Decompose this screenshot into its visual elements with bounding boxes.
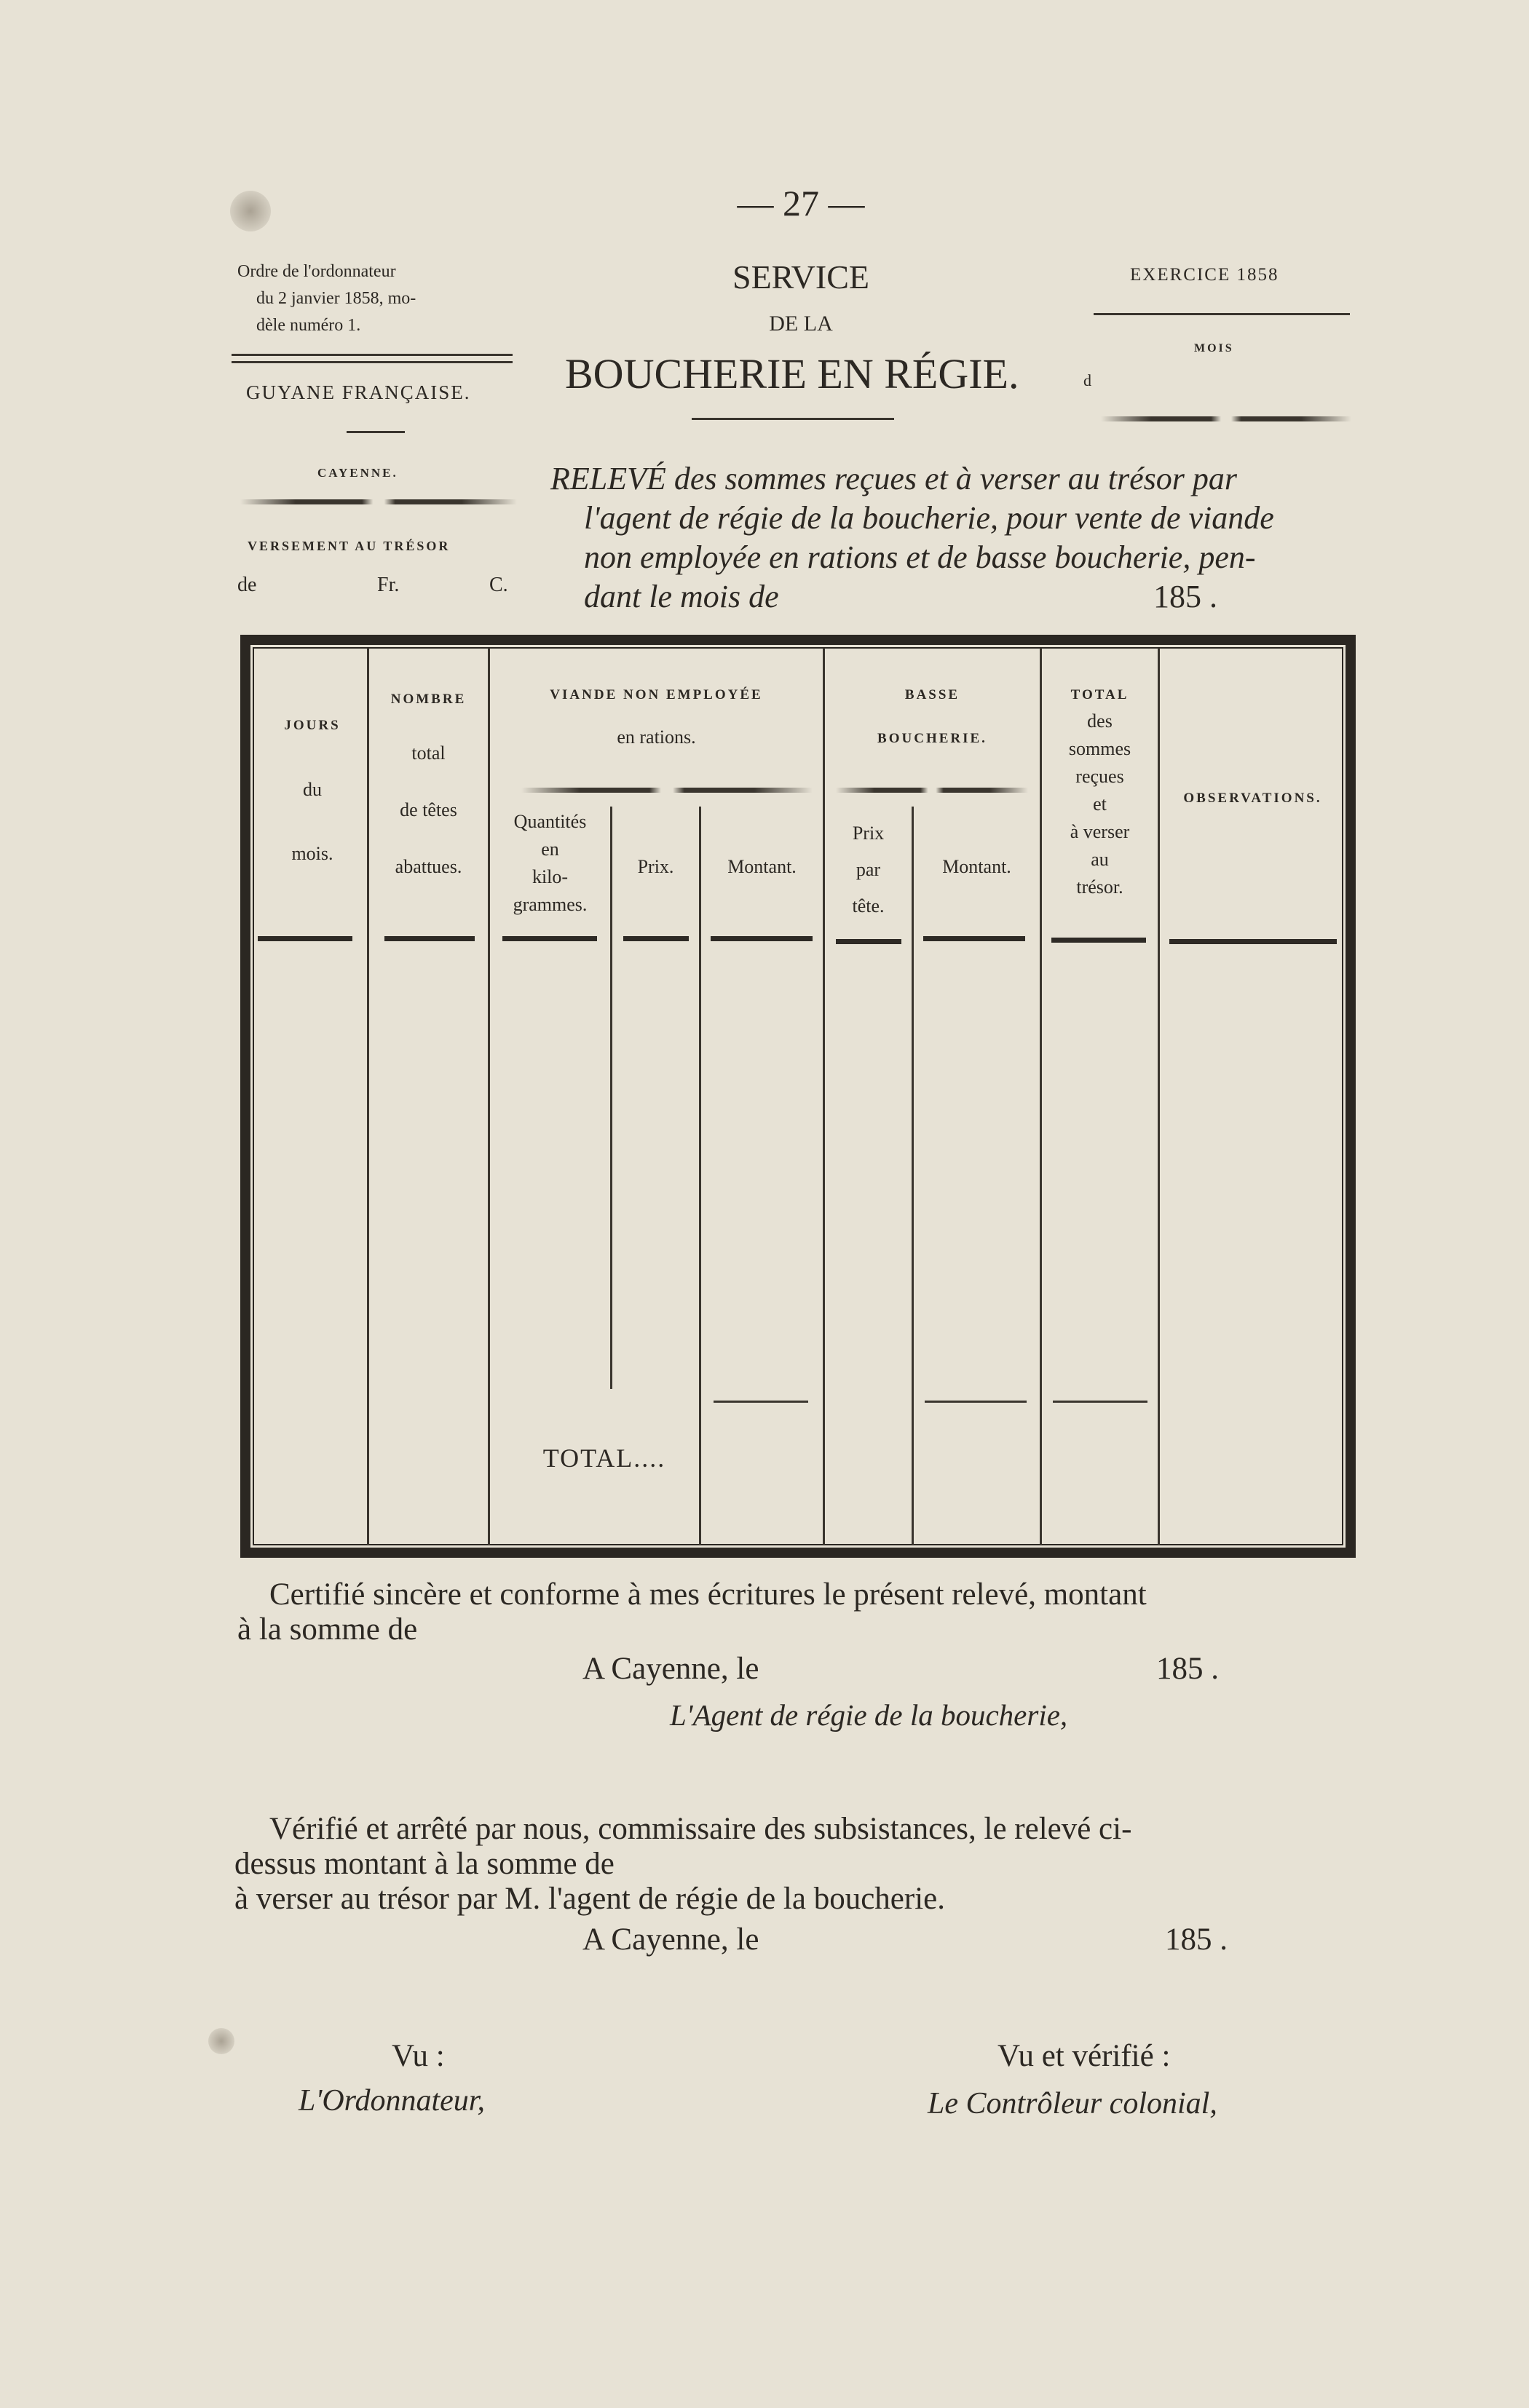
- certif-place: A Cayenne, le: [582, 1652, 759, 1686]
- releve-line-4: dant le mois de: [584, 579, 779, 614]
- boucherie-title: BOUCHERIE EN RÉGIE.: [565, 350, 1019, 397]
- th-total-5: et: [1093, 793, 1107, 815]
- th-total-6: à verser: [1070, 821, 1130, 842]
- releve-line-1: RELEVÉ des sommes reçues et à verser au trésor par: [550, 461, 1237, 496]
- certif-line-2: à la somme de: [237, 1612, 418, 1647]
- ink-stain: [208, 2028, 234, 2054]
- center-rule: [692, 418, 894, 420]
- th-quantites-4: grammes.: [513, 894, 588, 915]
- viande-ornament: [521, 788, 813, 793]
- total-label: TOTAL....: [542, 1443, 666, 1473]
- th-quantites-2: en: [541, 839, 559, 860]
- th-montant-2: Montant.: [942, 856, 1011, 877]
- double-rule-top: [232, 354, 513, 356]
- th-prix-tete-3: tête.: [852, 895, 885, 916]
- th-jours-1: JOURS: [284, 718, 341, 733]
- ordre-line-1: Ordre de l'ordonnateur: [237, 262, 396, 281]
- header-underline: [502, 936, 597, 941]
- header-underline: [623, 936, 689, 941]
- header-underline: [836, 939, 901, 944]
- col-divider: [610, 807, 612, 1389]
- th-total-2: des: [1087, 710, 1113, 732]
- ordonnateur-label: L'Ordonnateur,: [299, 2084, 485, 2118]
- total-line: [925, 1401, 1027, 1403]
- releve-line-2: l'agent de régie de la boucherie, pour vente de viande: [584, 500, 1274, 536]
- certif-signature: L'Agent de régie de la boucherie,: [670, 1698, 1068, 1732]
- th-prix-tete-1: Prix: [852, 823, 885, 844]
- total-line: [1053, 1401, 1147, 1403]
- th-jours-3: mois.: [291, 843, 333, 864]
- de-la: DE LA: [769, 312, 833, 336]
- page-number: — 27 —: [737, 183, 865, 223]
- c-label: C.: [489, 574, 508, 596]
- th-total-1: TOTAL: [1070, 687, 1129, 702]
- header-underline: [923, 936, 1025, 941]
- releve-table: [240, 635, 1356, 1558]
- th-total-7: au: [1091, 849, 1109, 870]
- header-underline: [711, 936, 813, 941]
- verif-line-1: Vérifié et arrêté par nous, commissaire des subsistances, le relevé ci-: [269, 1812, 1132, 1846]
- certif-line-1: Certifié sincère et conforme à mes écritures le présent relevé, montant: [269, 1577, 1147, 1612]
- vu-verifie-label: Vu et vérifié :: [997, 2039, 1171, 2073]
- th-nombre-2: total: [411, 742, 446, 764]
- total-line: [714, 1401, 808, 1403]
- right-ornament: [1101, 416, 1351, 421]
- de-label: de: [237, 574, 257, 596]
- th-quantites-3: kilo-: [532, 866, 569, 887]
- versement-label: VERSEMENT AU TRÉSOR: [248, 539, 451, 553]
- th-observations: OBSERVATIONS.: [1183, 791, 1322, 806]
- header-underline: [384, 936, 475, 941]
- controleur-label: Le Contrôleur colonial,: [928, 2087, 1217, 2120]
- exercice-label: EXERCICE 1858: [1130, 265, 1279, 285]
- colony-name: GUYANE FRANÇAISE.: [246, 381, 471, 403]
- th-prix-tete-2: par: [856, 859, 881, 880]
- th-viande-2: en rations.: [617, 726, 696, 748]
- ordre-line-3: dèle numéro 1.: [256, 316, 361, 335]
- service-title: SERVICE: [732, 258, 869, 296]
- fr-label: Fr.: [377, 574, 400, 596]
- th-quantites-1: Quantités: [513, 811, 587, 832]
- th-nombre-1: NOMBRE: [390, 692, 467, 707]
- double-rule-bottom: [232, 361, 513, 363]
- th-total-4: reçues: [1075, 766, 1124, 787]
- th-montant-1: Montant.: [727, 856, 797, 877]
- city-name: CAYENNE.: [317, 466, 398, 480]
- left-ornament: [240, 499, 517, 504]
- th-nombre-4: abattues.: [395, 856, 462, 877]
- verif-line-2: dessus montant à la somme de: [234, 1847, 615, 1881]
- th-jours-2: du: [303, 779, 322, 800]
- header-underline: [258, 936, 352, 941]
- releve-line-3: non employée en rations et de basse boucherie, pen-: [584, 539, 1256, 575]
- th-basse-2: BOUCHERIE.: [877, 731, 987, 746]
- header-underline: [1169, 939, 1337, 944]
- verif-year: 185 .: [1165, 1922, 1228, 1957]
- d-mark: d: [1083, 371, 1091, 389]
- col-divider: [367, 648, 369, 1545]
- vu-label: Vu :: [392, 2039, 445, 2073]
- certif-year: 185 .: [1156, 1652, 1219, 1686]
- ink-stain: [230, 191, 271, 231]
- th-viande-1: VIANDE NON EMPLOYÉE: [550, 687, 763, 702]
- col-divider: [1158, 648, 1160, 1545]
- releve-year: 185 .: [1153, 579, 1217, 614]
- verif-line-3: à verser au trésor par M. l'agent de régie de la boucherie.: [234, 1882, 945, 1916]
- header-underline: [1051, 938, 1146, 943]
- basse-ornament: [836, 788, 1028, 793]
- col-divider: [699, 807, 701, 1545]
- mois-label: MOIS: [1194, 342, 1234, 355]
- short-rule: [347, 431, 405, 433]
- th-nombre-3: de têtes: [400, 799, 457, 820]
- th-prix: Prix.: [637, 856, 674, 877]
- right-rule: [1094, 313, 1350, 315]
- ordre-line-2: du 2 janvier 1858, mo-: [256, 289, 416, 308]
- col-divider: [823, 648, 825, 1545]
- th-total-8: trésor.: [1076, 876, 1123, 898]
- th-basse-1: BASSE: [904, 687, 960, 702]
- th-total-3: sommes: [1068, 738, 1131, 759]
- col-divider: [912, 807, 914, 1545]
- verif-place: A Cayenne, le: [582, 1922, 759, 1957]
